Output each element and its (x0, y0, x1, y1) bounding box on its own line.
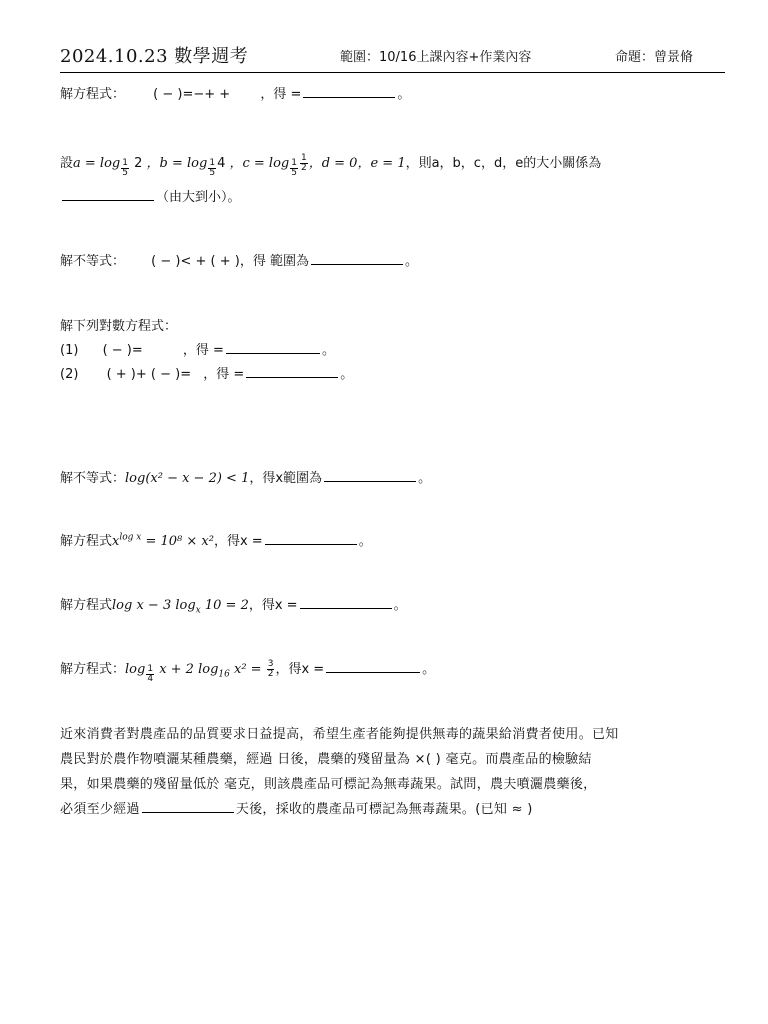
q7-end: 。 (393, 598, 407, 613)
q6-exponent: log x (119, 532, 142, 543)
q8-log: log (125, 662, 146, 677)
q6-answer-blank[interactable] (265, 532, 357, 545)
question-8 (60, 658, 435, 684)
q1-end: 。 (397, 87, 411, 102)
q2-b-base: $\frac{1}{5}$ (209, 158, 216, 178)
q9-line-4 (60, 797, 725, 822)
q7-answer-blank[interactable] (300, 596, 392, 609)
q8-expression: x + 2 log (155, 662, 219, 677)
q8-x-squared: x² = (229, 662, 266, 677)
q3-end: 。 (404, 254, 418, 269)
q3-inequality: ( − )< + ( + ) (151, 254, 240, 269)
q7-expression-part1: log x − 3 log (112, 598, 196, 613)
q8-log-base-16: 16 (218, 669, 230, 680)
question-4-part-2 (60, 363, 353, 382)
q4-p1-answer-prompt: ，得 = (182, 343, 224, 358)
q4-p2-answer-prompt: ，得 = (203, 367, 245, 382)
q2-c-base: $\frac{1}{5}$ (291, 158, 297, 178)
q2-a-arg: 2 (134, 156, 143, 171)
question-1 (60, 83, 410, 102)
q5-expression: log(x² − x − 2) < 1 (125, 471, 250, 486)
q4-p1-equation: ( − )= (102, 343, 143, 358)
q5-answer-prompt: ，得x範圍為 (249, 471, 323, 486)
q4-p1-label: (1) (60, 343, 79, 358)
q9-line-4b: 天後，採收的農產品可標記為無毒蔬果。(已知 ≈ ) (235, 802, 533, 817)
q2-line2: （由大到小）。 (156, 190, 241, 205)
exam-title: 2024.10.23 數學週考 (60, 46, 249, 67)
question-3 (60, 250, 418, 269)
question-2 (60, 152, 601, 178)
q8-end: 。 (422, 662, 436, 677)
exam-author: 命題：曾景脩 (615, 50, 694, 65)
q7-lead: 解方程式 (60, 598, 113, 613)
q8-answer-blank[interactable] (326, 660, 420, 673)
question-7 (60, 594, 407, 616)
q2-a-def: a = log (73, 156, 121, 171)
q9-answer-blank[interactable] (142, 800, 234, 813)
q9-line-1: 近來消費者對農產品的品質要求日益提高，希望生產者能夠提供無毒的蔬果給消費者使用。已知 (60, 727, 619, 742)
q4-p1-end: 。 (321, 343, 335, 358)
q7-log-base: x (195, 605, 201, 616)
page-header (60, 40, 725, 73)
q6-lead: 解方程式 (60, 534, 113, 549)
q2-answer-blank[interactable] (62, 188, 154, 201)
exam-scope: 範圍：10/16上課內容+作業內容 (340, 50, 532, 65)
q2-b-arg: 4 (217, 156, 226, 171)
q9-line-3: 果，如果農藥的殘留量低於 毫克，則該農產品可標記為無毒蔬果。試問，農夫噴灑農藥後， (60, 777, 597, 792)
q5-answer-blank[interactable] (324, 469, 416, 482)
q5-lead: 解不等式： (60, 471, 126, 486)
q4-p2-equation: ( + )+ ( − )= (106, 367, 192, 382)
q5-end: 。 (418, 471, 432, 486)
q8-lead: 解方程式： (60, 662, 126, 677)
q8-log-base: $\frac{1}{4}$ (147, 664, 154, 684)
question-2-line2 (60, 186, 241, 205)
q1-lead: 解方程式： (60, 87, 126, 102)
q4-p2-answer-blank[interactable] (246, 365, 338, 378)
q3-lead: 解不等式： (60, 254, 126, 269)
question-6 (60, 530, 372, 549)
q3-answer-prompt: ，得 範圍為 (239, 254, 309, 269)
q3-answer-blank[interactable] (311, 252, 403, 265)
q6-end: 。 (358, 534, 372, 549)
question-4 (60, 315, 177, 334)
q2-c-def: ，c = log (229, 156, 290, 171)
q2-b-def: ，b = log (146, 156, 208, 171)
q2-a-base: $\frac{1}{5}$ (122, 158, 128, 178)
q9-line-4a: 必須至少經過 (60, 802, 140, 817)
q8-rhs-fraction: $\frac{3}{2}$ (267, 659, 274, 679)
q4-p2-end: 。 (340, 367, 354, 382)
q4-lead: 解下列對數方程式： (60, 319, 178, 334)
q6-base: x (112, 534, 120, 549)
q2-e-def: ，e = 1 (357, 156, 406, 171)
question-4-part-1 (60, 339, 335, 358)
q2-d-def: ，d = 0 (308, 156, 358, 171)
q2-lead: 設 (60, 156, 74, 171)
q7-answer-prompt: ，得x = (248, 598, 298, 613)
question-5 (60, 467, 431, 486)
q1-answer-prompt: ，得 = (260, 87, 302, 102)
q4-p2-label: (2) (60, 367, 79, 382)
q1-answer-blank[interactable] (303, 85, 395, 98)
q6-rhs: = 10⁸ × x² (141, 534, 214, 549)
question-9 (60, 722, 725, 822)
q2-tail: ，則a，b，c，d，e的大小關係為 (405, 156, 602, 171)
q6-answer-prompt: ，得x = (213, 534, 263, 549)
q7-expression-part2: 10 = 2 (200, 598, 249, 613)
q4-p1-answer-blank[interactable] (226, 341, 320, 354)
q9-line-2: 農民對於農作物噴灑某種農藥，經過 日後，農藥的殘留量為 ×( ) 毫克。而農產品的檢驗結 (60, 752, 592, 767)
q1-equation: ( − )=−+ + (153, 87, 231, 102)
q2-c-arg: $\frac{1}{2}$ (300, 153, 307, 173)
q8-answer-prompt: ，得x = (275, 662, 325, 677)
